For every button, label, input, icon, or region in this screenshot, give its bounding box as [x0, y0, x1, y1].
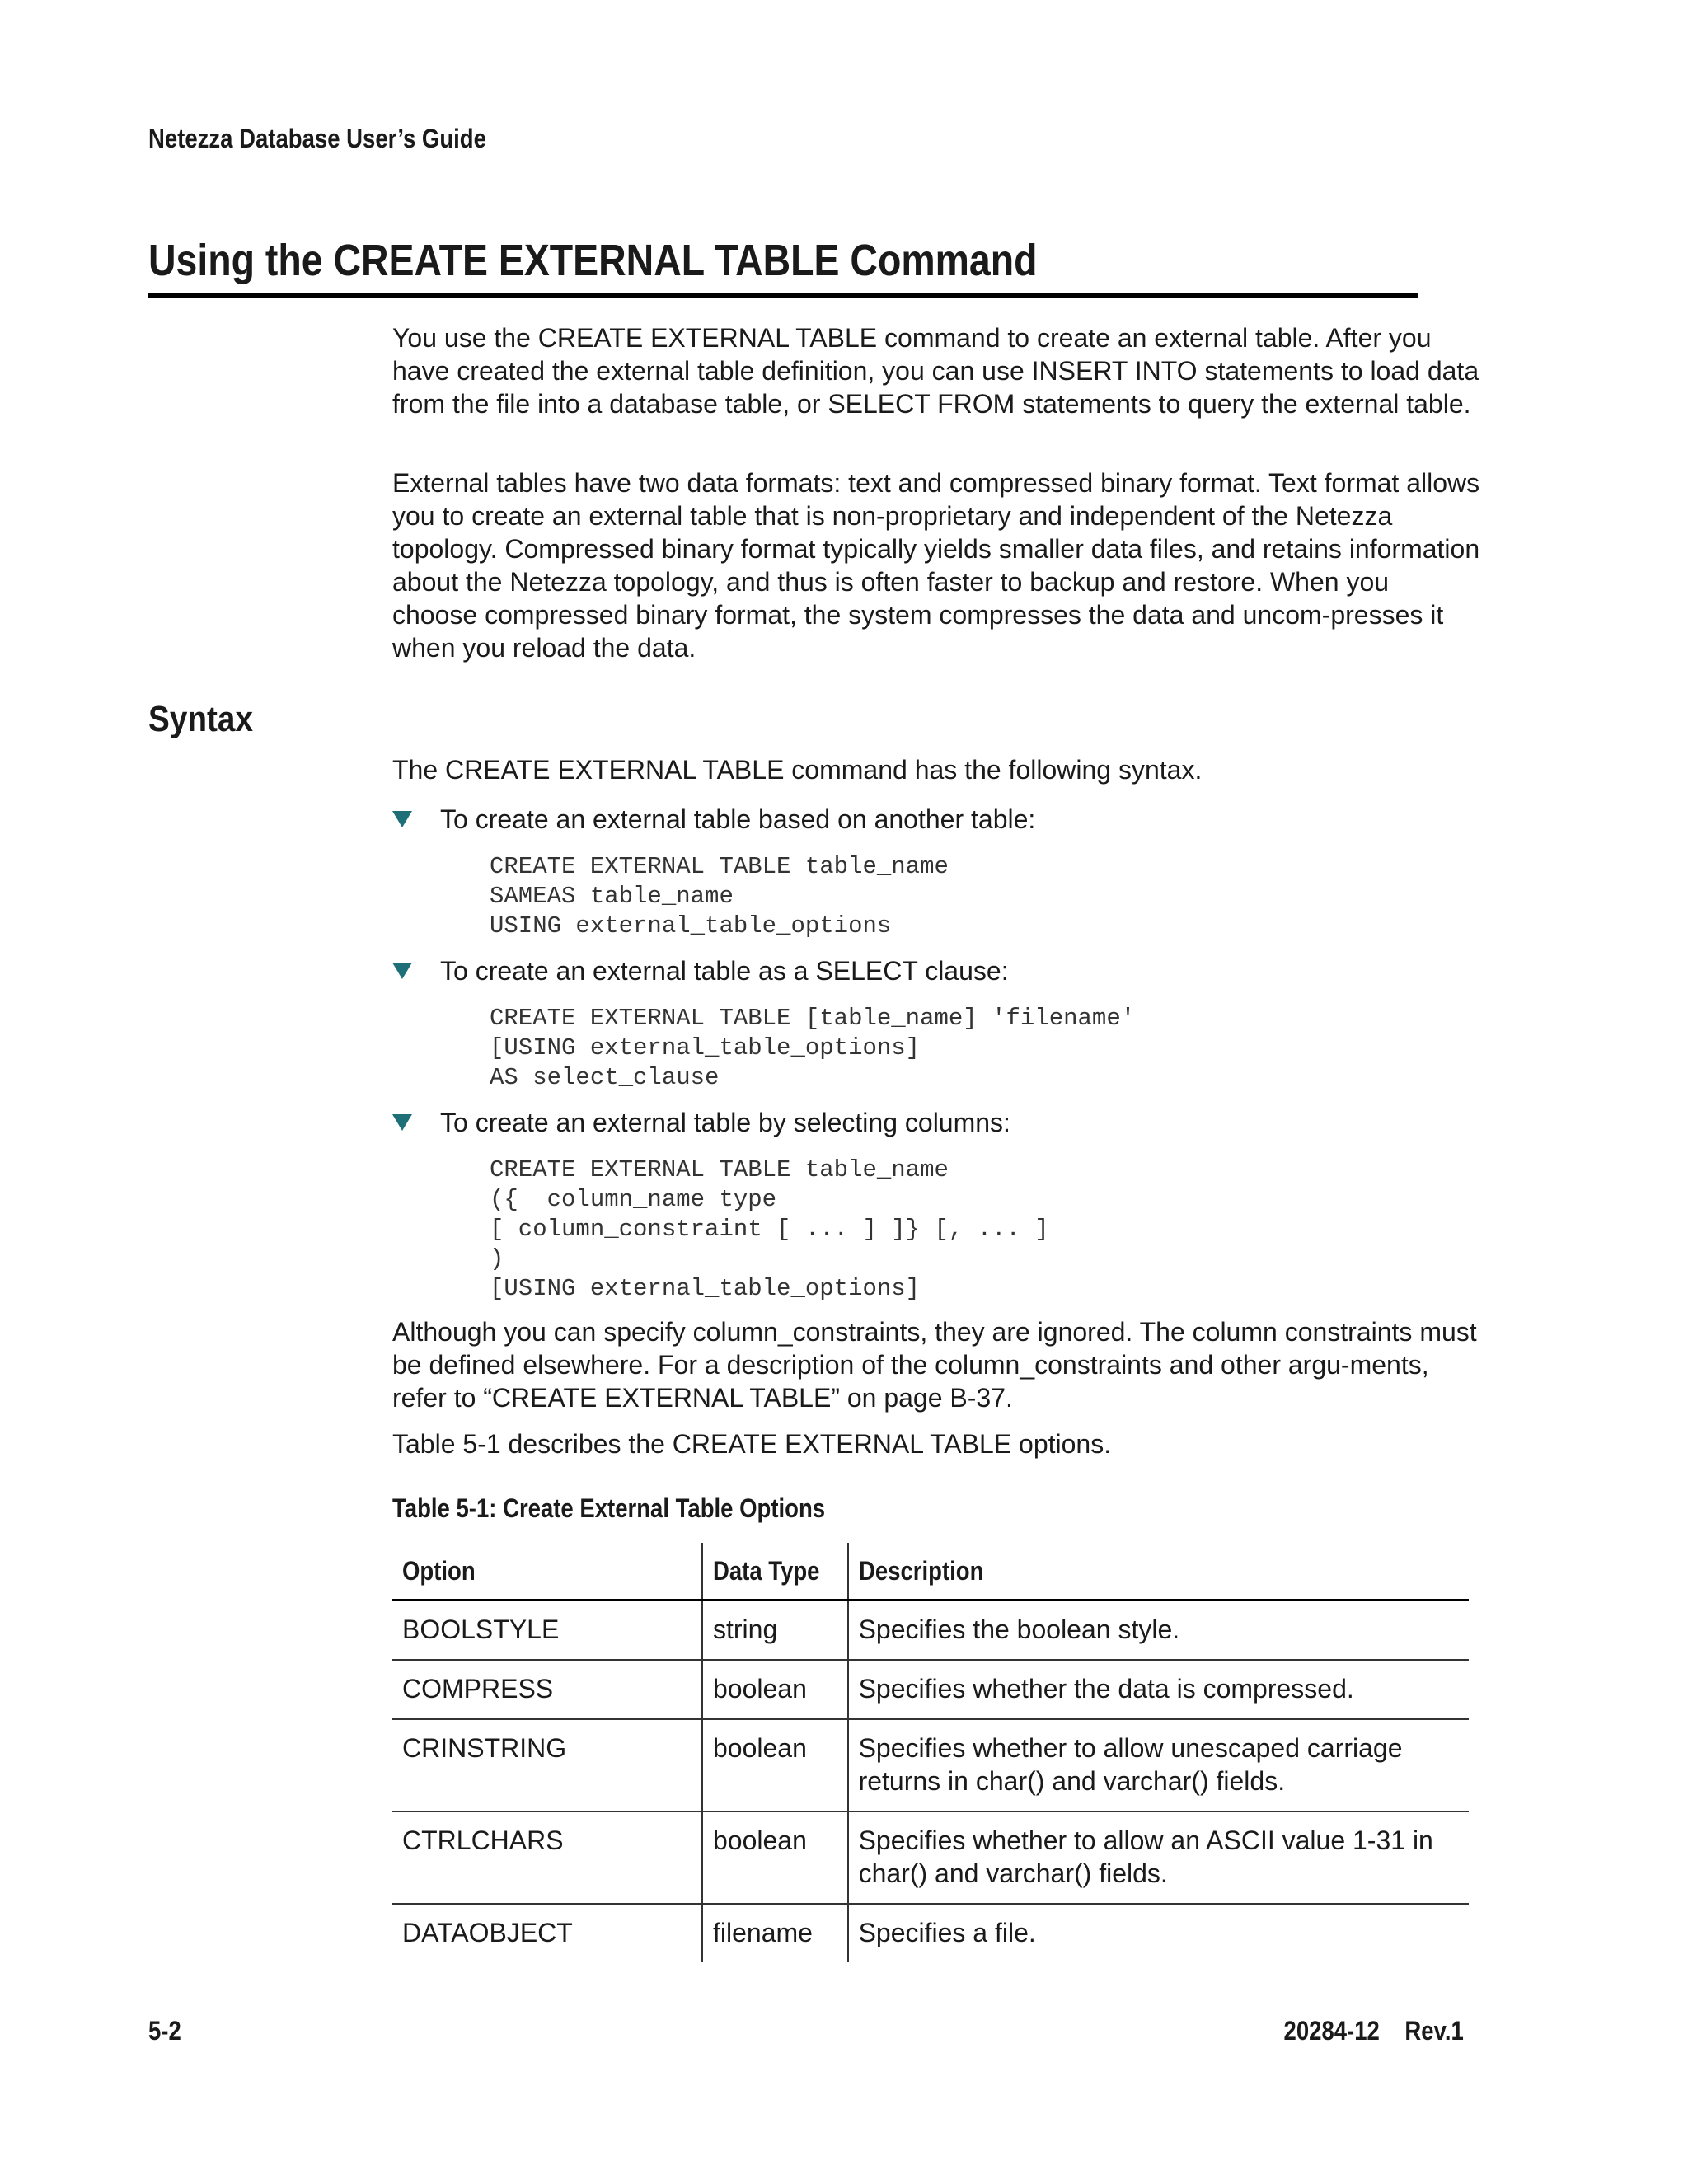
syntax-item-label: To create an external table based on another table: — [440, 804, 1036, 834]
running-header: Netezza Database User’s Guide — [148, 124, 486, 153]
constraints-paragraph: Although you can specify column_constraints, they are ignored. The column constraints must be defined elsewhere. For a description of the column_constraints and other argu-ments, refer to “CREATE EXTERNAL TABLE” on page B-37. — [392, 1317, 1477, 1413]
document-id: 20284-12 Rev.1 — [1283, 2016, 1464, 2046]
syntax-item-1 — [392, 803, 1035, 836]
table-header-row — [392, 1543, 1469, 1601]
column-header-data-type: Data Type — [702, 1543, 848, 1601]
triangle-bullet-icon — [392, 811, 412, 827]
triangle-bullet-icon — [392, 963, 412, 979]
option-cell: DATAOBJECT — [402, 1918, 573, 1947]
triangle-bullet-icon — [392, 1114, 412, 1131]
table-row — [392, 1904, 1469, 1962]
table-row — [392, 1660, 1469, 1719]
column-header-description: Description — [848, 1543, 1469, 1601]
table-reference-paragraph: Table 5-1 describes the CREATE EXTERNAL TABLE options. — [392, 1429, 1112, 1459]
table-row — [392, 1719, 1469, 1811]
description-cell: Specifies whether to allow an ASCII value 1-31 in char() and varchar() fields. — [848, 1811, 1469, 1904]
column-header-option: Option — [392, 1543, 702, 1601]
data-type-cell: string — [702, 1601, 848, 1661]
page-number: 5-2 — [148, 2016, 181, 2046]
table-row — [392, 1601, 1469, 1661]
code-block-select: CREATE EXTERNAL TABLE [table_name] 'filename' [USING external_table_options] AS select_clause — [490, 1005, 1136, 1091]
data-type-cell: filename — [702, 1904, 848, 1962]
description-cell: Specifies whether the data is compressed. — [848, 1660, 1469, 1719]
section-heading-syntax: Syntax — [148, 699, 253, 739]
intro-paragraph-2: External tables have two data formats: text and compressed binary format. Text format allows you to create an external table that is non-proprietary and independent of the Netezza topology. Compressed binary format typically yields smaller data files, and retains information about the Netezza topology, and thus is often faster to backup and restore. When you choose compressed binary format, the system compresses the data and uncom-presses it when you reload the data. — [392, 468, 1480, 663]
option-cell: COMPRESS — [392, 1660, 702, 1719]
data-type-cell: boolean — [702, 1719, 848, 1811]
syntax-item-label: To create an external table as a SELECT clause: — [440, 956, 1009, 986]
option-cell: CRINSTRING — [392, 1719, 702, 1811]
option-cell: CTRLCHARS — [392, 1811, 702, 1904]
page-title: Using the CREATE EXTERNAL TABLE Command — [148, 236, 1038, 285]
data-type-cell: boolean — [702, 1660, 848, 1719]
data-type-cell: boolean — [702, 1811, 848, 1904]
option-cell: BOOLSTYLE — [392, 1601, 702, 1661]
options-table — [392, 1543, 1469, 1962]
code-block-sameas: CREATE EXTERNAL TABLE table_name SAMEAS table_name USING external_table_options — [490, 853, 949, 940]
syntax-item-3 — [392, 1106, 1010, 1139]
description-cell: Specifies a file. — [848, 1904, 1469, 1962]
table-row — [392, 1811, 1469, 1904]
description-cell: Specifies the boolean style. — [848, 1601, 1469, 1661]
description-cell: Specifies whether to allow unescaped carriage returns in char() and varchar() fields. — [848, 1719, 1469, 1811]
title-rule — [148, 293, 1418, 298]
table-caption: Table 5-1: Create External Table Options — [392, 1493, 826, 1523]
code-block-columns: CREATE EXTERNAL TABLE table_name ({ column_name type [ column_constraint [ ... ] ]} [, ... ] ) [USING external_table_options] — [490, 1156, 1049, 1302]
syntax-item-2 — [392, 954, 1009, 987]
syntax-item-label: To create an external table by selecting columns: — [440, 1108, 1010, 1137]
intro-paragraph-1: You use the CREATE EXTERNAL TABLE command to create an external table. After you have created the external table definition, you can use INSERT INTO statements to load data from the file into a database table, or SELECT FROM statements to query the external table. — [392, 323, 1479, 419]
syntax-lead: The CREATE EXTERNAL TABLE command has the following syntax. — [392, 755, 1203, 785]
